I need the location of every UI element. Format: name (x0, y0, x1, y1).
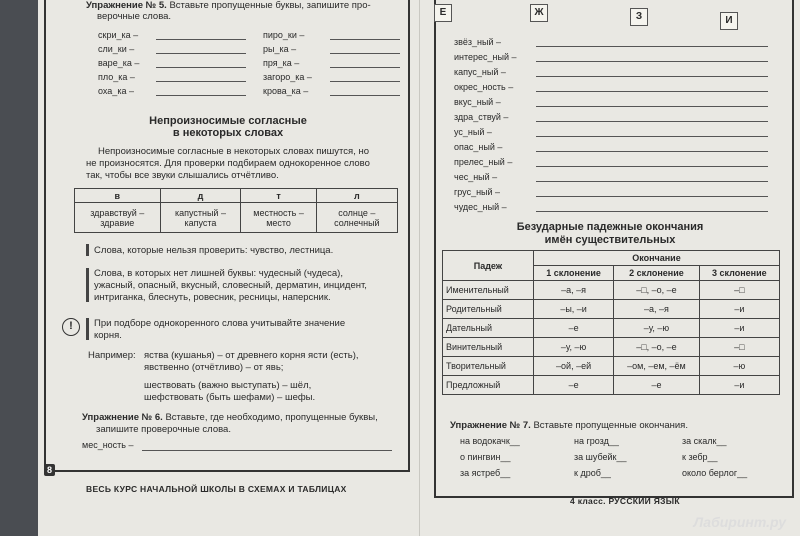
word-item: чудес_ный – (454, 202, 507, 212)
table-cell: –□, –о, –е (614, 281, 699, 300)
ex7-heading: Упражнение № 7. Вставьте пропущенные окончания. (450, 420, 688, 431)
note-bar (86, 318, 89, 340)
answer-line (156, 81, 246, 82)
example-text: явственно (отчётливо) – от явь; (144, 362, 284, 373)
note-text: интриганка, блеснуть, ровесник, ресницы, наперсник. (94, 292, 331, 303)
word-item: ус_ный – (454, 127, 492, 137)
example-text: яства (кушанья) – от древнего корня ясти (есть), (144, 350, 359, 361)
ex5-word: скри_ка – (98, 30, 139, 40)
answer-line (156, 53, 246, 54)
note-text: При подборе однокоренного слова учитывайте значение (94, 318, 346, 329)
answer-line (156, 67, 246, 68)
ex5-word: пло_ка – (98, 72, 135, 82)
answer-line (330, 67, 400, 68)
ex5-word: пря_ка – (263, 58, 300, 68)
answer-line (536, 61, 768, 62)
word-item: окрес_ность – (454, 82, 514, 92)
table-header: в (75, 189, 161, 203)
word-item: чес_ный – (454, 172, 498, 182)
word-item: прелес_ный – (454, 157, 513, 167)
table-cell: –ю (699, 357, 779, 376)
table-cell: капустный – капуста (160, 203, 241, 233)
ex7-word: на грозд__ (574, 436, 619, 446)
answer-line (330, 95, 400, 96)
table-cell: –е (614, 376, 699, 395)
word-item: опас_ный – (454, 142, 503, 152)
table-cell: –и (699, 300, 779, 319)
table-header: 3 склонение (699, 266, 779, 281)
example-label: Например: (88, 350, 136, 361)
ex7-word: о пингвин__ (460, 452, 511, 462)
example-text: шествовать (важно выступать) – шёл, (144, 380, 312, 391)
right-page (420, 0, 800, 536)
table-cell: –□ (699, 281, 779, 300)
note-bar (86, 268, 89, 302)
note-text: ужасный, опасный, вкусный, словесный, дерматин, инцидент, (94, 280, 367, 291)
border-letter: Ж (530, 4, 548, 22)
table-cell: –а, –я (533, 281, 613, 300)
answer-line (536, 136, 768, 137)
ex5-text: верочные слова. (97, 11, 172, 22)
ex7-word: на водокачк__ (460, 436, 520, 446)
ex7-word: за ястреб__ (460, 468, 511, 478)
example-text: шефствовать (быть шефами) – шефы. (144, 392, 316, 403)
answer-line (330, 39, 400, 40)
answer-line (536, 76, 768, 77)
ex5-word: ры_ка – (263, 44, 297, 54)
page-footer: ВЕСЬ КУРС НАЧАЛЬНОЙ ШКОЛЫ В СХЕМАХ И ТАБЛИЦАХ (86, 484, 347, 494)
table-cell: –□ (699, 338, 779, 357)
table-cell: –и (699, 376, 779, 395)
ex5-word: варе_ка – (98, 58, 140, 68)
table-cell: Дательный (443, 319, 534, 338)
table-row (443, 281, 780, 300)
note-text: Слова, которые нельзя проверить: чувство, лестница. (94, 245, 334, 256)
table-cell: –у, –ю (533, 338, 613, 357)
section-subtitle: имён существительных (544, 234, 676, 246)
endings-table (442, 250, 780, 395)
border-letter: З (630, 8, 648, 26)
table-header: 1 склонение (533, 266, 613, 281)
answer-line (536, 211, 768, 212)
answer-line (536, 196, 768, 197)
ex5-word: загоро_ка – (263, 72, 312, 82)
ex5-word: крова_ка – (263, 86, 309, 96)
table-cell: местность – место (241, 203, 316, 233)
answer-line (536, 181, 768, 182)
word-item: капус_ный – (454, 67, 506, 77)
word-item: здра_ствуй – (454, 112, 509, 122)
table-header: л (316, 189, 397, 203)
answer-line (536, 166, 768, 167)
left-page (38, 0, 420, 536)
ex5-word: оха_ка – (98, 86, 134, 96)
ex6-text: запишите проверочные слова. (96, 424, 231, 435)
table-cell: солнце – солнечный (316, 203, 397, 233)
word-item: грус_ный – (454, 187, 501, 197)
answer-line (536, 121, 768, 122)
note-text: корня. (94, 330, 122, 341)
border-letter: И (720, 12, 738, 30)
answer-line (536, 151, 768, 152)
table-header: Окончание (533, 251, 779, 266)
note-bar (86, 244, 89, 256)
table-row (443, 319, 780, 338)
table-cell: –и (699, 319, 779, 338)
word-item: вкус_ный – (454, 97, 501, 107)
consonants-table (74, 188, 398, 233)
table-header: Падеж (443, 251, 534, 281)
table-cell: –е (533, 376, 613, 395)
table-header: д (160, 189, 241, 203)
table-row (443, 338, 780, 357)
answer-line (536, 46, 768, 47)
intro-text: не произносятся. Для проверки подбираем однокоренное слово (86, 158, 370, 169)
note-text: Слова, в которых нет лишней буквы: чудесный (чудеса), (94, 268, 343, 279)
section-title: Непроизносимые согласные (149, 115, 307, 127)
answer-line (142, 450, 392, 451)
table-row (443, 300, 780, 319)
table-cell: Творительный (443, 357, 534, 376)
word-item: звёз_ный – (454, 37, 502, 47)
ex5-heading: Упражнение № 5. Вставьте пропущенные буквы, запишите про- (86, 0, 371, 11)
word-item: интерес_ный – (454, 52, 517, 62)
answer-line (330, 81, 400, 82)
table-row (443, 357, 780, 376)
table-cell: Родительный (443, 300, 534, 319)
answer-line (330, 53, 400, 54)
ex7-word: за шубейк__ (574, 452, 627, 462)
answer-line (156, 39, 246, 40)
section-subtitle: в некоторых словах (172, 127, 284, 139)
page-footer: 4 класс. РУССКИЙ ЯЗЫК (570, 496, 680, 506)
intro-text: так, чтобы все звуки слышались отчётливо. (86, 170, 279, 181)
table-header: 2 склонение (614, 266, 699, 281)
table-row (443, 376, 780, 395)
table-header: т (241, 189, 316, 203)
ex6-heading: Упражнение № 6. Вставьте, где необходимо, пропущенные буквы, (82, 412, 378, 423)
table-cell: здравствуй – здравие (75, 203, 161, 233)
page-number: 8 (44, 464, 55, 476)
ex5-word: сли_ки – (98, 44, 135, 54)
ex7-word: за скалк__ (682, 436, 727, 446)
table-cell: –у, –ю (614, 319, 699, 338)
ex5-word: пиро_ки – (263, 30, 305, 40)
ex7-word: к зебр__ (682, 452, 718, 462)
ex7-word: к дроб__ (574, 468, 611, 478)
answer-line (536, 91, 768, 92)
exclamation-icon: ! (62, 318, 80, 336)
ex7-word: около берлог__ (682, 468, 748, 478)
table-cell: –□, –о, –е (614, 338, 699, 357)
watermark-logo: Лабиринт.ру (693, 514, 786, 530)
table-cell: –а, –я (614, 300, 699, 319)
intro-text: Непроизносимые согласные в некоторых словах пишутся, но (98, 146, 370, 157)
table-cell: –ой, –ей (533, 357, 613, 376)
section-title: Безударные падежные окончания (516, 221, 704, 233)
answer-line (536, 106, 768, 107)
table-cell: –ом, –ем, –ём (614, 357, 699, 376)
border-letter: Е (434, 4, 452, 22)
table-cell: Предложный (443, 376, 534, 395)
table-cell: –ы, –и (533, 300, 613, 319)
table-cell: Винительный (443, 338, 534, 357)
ex6-word: мес_ность – (82, 440, 134, 450)
table-cell: Именительный (443, 281, 534, 300)
answer-line (156, 95, 246, 96)
table-cell: –е (533, 319, 613, 338)
